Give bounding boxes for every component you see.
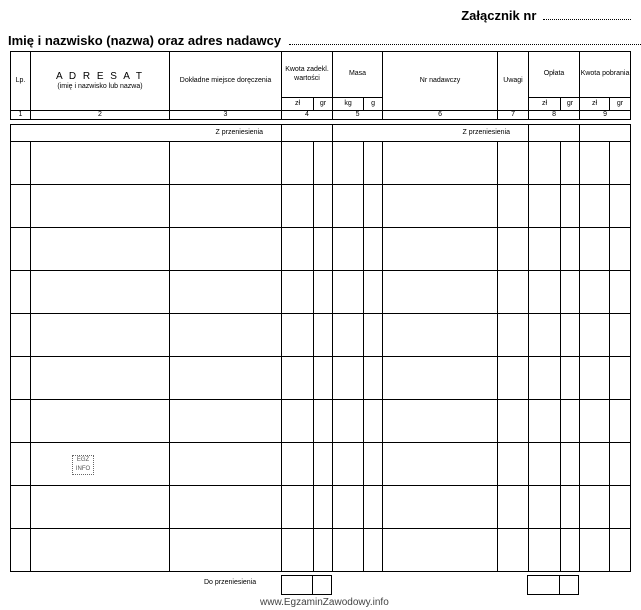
cell-nr[interactable] (383, 529, 498, 572)
cell-value-zl[interactable] (282, 443, 314, 486)
cell-cod-zl[interactable] (580, 271, 610, 314)
cell-place[interactable] (170, 185, 282, 228)
table-row (11, 529, 631, 572)
col-number-8: 8 (529, 111, 580, 120)
cell-lp[interactable] (11, 228, 31, 271)
cell-place[interactable] (170, 400, 282, 443)
unit-fee-gr: gr (561, 98, 580, 111)
cell-cod-zl[interactable] (580, 357, 610, 400)
cell-mass-kg[interactable] (333, 529, 364, 572)
cell-value-gr[interactable] (314, 271, 333, 314)
table-row (11, 271, 631, 314)
col-fee-header: Opłata (529, 52, 580, 98)
cell-adresat[interactable] (31, 314, 170, 357)
cell-remarks[interactable] (498, 185, 529, 228)
sender-field[interactable] (289, 35, 641, 45)
cell-place[interactable] (170, 271, 282, 314)
cell-nr[interactable] (383, 314, 498, 357)
cell-remarks[interactable] (498, 357, 529, 400)
cell-place[interactable] (170, 529, 282, 572)
cell-mass-g[interactable] (364, 357, 383, 400)
cell-cod-gr[interactable] (610, 443, 631, 486)
cell-mass-kg[interactable] (333, 185, 364, 228)
cell-fee-gr[interactable] (561, 271, 580, 314)
cell-fee-gr[interactable] (561, 529, 580, 572)
cell-mass-kg[interactable] (333, 228, 364, 271)
table-row (11, 185, 631, 228)
cell-adresat[interactable] (31, 529, 170, 572)
carry-out-label: Do przeniesienia (204, 579, 257, 586)
col-number-4: 4 (282, 111, 333, 120)
unit-fee-zl: zł (529, 98, 561, 111)
col-value-header: Kwota zadekl. wartości (282, 52, 333, 98)
cell-cod-gr[interactable] (610, 142, 631, 185)
cell-remarks[interactable] (498, 314, 529, 357)
cell-fee-gr[interactable] (561, 486, 580, 529)
cell-place[interactable] (170, 228, 282, 271)
carry-in-label-left: Z przeniesienia (11, 125, 282, 142)
cell-mass-g[interactable] (364, 400, 383, 443)
cell-cod-zl[interactable] (580, 486, 610, 529)
col-nr-header: Nr nadawczy (383, 52, 498, 111)
cell-nr[interactable] (383, 142, 498, 185)
carry-in-fee[interactable] (529, 125, 580, 142)
cell-adresat[interactable] (31, 142, 170, 185)
col-number-6: 6 (383, 111, 498, 120)
cell-cod-zl[interactable] (580, 443, 610, 486)
cell-fee-zl[interactable] (529, 271, 561, 314)
col-adresat-header (31, 52, 170, 111)
cell-lp[interactable] (11, 142, 31, 185)
col-number-3: 3 (170, 111, 282, 120)
cell-cod-gr[interactable] (610, 271, 631, 314)
carry-in-label-right: Z przeniesienia (333, 125, 529, 142)
cell-fee-zl[interactable] (529, 400, 561, 443)
cell-fee-zl[interactable] (529, 314, 561, 357)
cell-cod-zl[interactable] (580, 400, 610, 443)
cell-value-gr[interactable] (314, 529, 333, 572)
unit-mass-kg: kg (333, 98, 364, 111)
cell-cod-gr[interactable] (610, 357, 631, 400)
cell-cod-zl[interactable] (580, 142, 610, 185)
cell-remarks[interactable] (498, 400, 529, 443)
cell-mass-g[interactable] (364, 185, 383, 228)
cell-fee-zl[interactable] (529, 443, 561, 486)
sender-label-text: Imię i nazwisko (nazwa) oraz adres nadawcy (8, 33, 282, 48)
cell-value-zl[interactable] (282, 185, 314, 228)
cell-fee-zl[interactable] (529, 357, 561, 400)
cell-value-gr[interactable] (314, 400, 333, 443)
cell-value-gr[interactable] (314, 228, 333, 271)
cell-value-zl[interactable] (282, 271, 314, 314)
cell-nr[interactable] (383, 185, 498, 228)
unit-cod-zl: zł (580, 98, 610, 111)
cell-mass-kg[interactable] (333, 357, 364, 400)
cell-mass-kg[interactable] (333, 314, 364, 357)
cell-remarks[interactable] (498, 529, 529, 572)
cell-nr[interactable] (383, 443, 498, 486)
cell-adresat[interactable] (31, 271, 170, 314)
cell-remarks[interactable] (498, 271, 529, 314)
cell-nr[interactable] (383, 357, 498, 400)
col-remarks-header: Uwagi (498, 52, 529, 111)
table-row (11, 400, 631, 443)
stamp-icon: EGZ INFO (72, 455, 94, 475)
unit-value-zl: zł (282, 98, 314, 111)
column-numbers-row (11, 111, 631, 120)
cell-lp[interactable] (11, 185, 31, 228)
cell-nr[interactable] (383, 400, 498, 443)
cell-fee-zl[interactable] (529, 228, 561, 271)
cell-remarks[interactable] (498, 486, 529, 529)
cell-remarks[interactable] (498, 443, 529, 486)
cell-mass-g[interactable] (364, 443, 383, 486)
cell-value-gr[interactable] (314, 314, 333, 357)
cell-mass-g[interactable] (364, 486, 383, 529)
cell-fee-gr[interactable] (561, 185, 580, 228)
cell-remarks[interactable] (498, 142, 529, 185)
cell-nr[interactable] (383, 271, 498, 314)
cell-adresat[interactable] (31, 228, 170, 271)
cell-cod-gr[interactable] (610, 400, 631, 443)
unit-cod-gr: gr (610, 98, 631, 111)
cell-fee-gr[interactable] (561, 314, 580, 357)
cell-value-zl[interactable] (282, 314, 314, 357)
cell-cod-zl[interactable] (580, 529, 610, 572)
unit-value-gr: gr (314, 98, 333, 111)
cell-cod-gr[interactable] (610, 529, 631, 572)
table-row (11, 228, 631, 271)
carry-out-value-zl[interactable] (281, 575, 313, 595)
cell-cod-gr[interactable] (610, 228, 631, 271)
cell-mass-kg[interactable] (333, 271, 364, 314)
cell-value-zl[interactable] (282, 486, 314, 529)
adresat-subtitle: (imię i nazwisko lub nazwa) (57, 82, 143, 90)
cell-mass-kg[interactable] (333, 486, 364, 529)
cell-mass-kg[interactable] (333, 142, 364, 185)
attachment-number-label (461, 8, 631, 23)
cell-place[interactable] (170, 314, 282, 357)
cell-lp[interactable] (11, 357, 31, 400)
cell-mass-kg[interactable] (333, 443, 364, 486)
attachment-label-text: Załącznik nr (461, 8, 537, 23)
cell-value-gr[interactable] (314, 443, 333, 486)
cell-fee-gr[interactable] (561, 400, 580, 443)
shipment-register-table (10, 51, 631, 572)
cell-lp[interactable] (11, 400, 31, 443)
cell-lp[interactable] (11, 271, 31, 314)
cell-cod-gr[interactable] (610, 314, 631, 357)
cell-mass-g[interactable] (364, 228, 383, 271)
unit-mass-g: g (364, 98, 383, 111)
cell-fee-gr[interactable] (561, 443, 580, 486)
cell-value-zl[interactable] (282, 228, 314, 271)
header-row (11, 52, 631, 98)
col-number-5: 5 (333, 111, 383, 120)
cell-fee-gr[interactable] (561, 142, 580, 185)
col-number-9: 9 (580, 111, 631, 120)
col-mass-header: Masa (333, 52, 383, 98)
cell-value-zl[interactable] (282, 400, 314, 443)
cell-fee-zl[interactable] (529, 185, 561, 228)
cell-fee-zl[interactable] (529, 529, 561, 572)
cell-adresat[interactable] (31, 357, 170, 400)
col-lp-header: Lp. (11, 52, 31, 111)
cell-value-gr[interactable] (314, 185, 333, 228)
cell-adresat[interactable] (31, 400, 170, 443)
cell-fee-gr[interactable] (561, 357, 580, 400)
cell-value-gr[interactable] (314, 357, 333, 400)
cell-place[interactable] (170, 357, 282, 400)
cell-lp[interactable] (11, 443, 31, 486)
cell-nr[interactable] (383, 486, 498, 529)
col-place-header: Dokładne miejsce doręczenia (170, 52, 282, 111)
cell-cod-zl[interactable] (580, 314, 610, 357)
cell-nr[interactable] (383, 228, 498, 271)
cell-mass-g[interactable] (364, 314, 383, 357)
carry-out-fee-zl[interactable] (527, 575, 560, 595)
cell-fee-zl[interactable] (529, 142, 561, 185)
col-number-7: 7 (498, 111, 529, 120)
carry-in-value[interactable] (282, 125, 333, 142)
cell-value-zl[interactable] (282, 357, 314, 400)
cell-place[interactable] (170, 142, 282, 185)
cell-value-zl[interactable] (282, 142, 314, 185)
cell-value-gr[interactable] (314, 486, 333, 529)
carry-in-row (11, 125, 631, 142)
sender-line (8, 33, 641, 48)
cell-adresat[interactable] (31, 185, 170, 228)
adresat-title: A D R E S A T (55, 70, 145, 82)
cell-mass-g[interactable] (364, 271, 383, 314)
cell-fee-gr[interactable] (561, 228, 580, 271)
carry-out-fee-gr[interactable] (559, 575, 579, 595)
cell-mass-kg[interactable] (333, 400, 364, 443)
cell-lp[interactable] (11, 486, 31, 529)
cell-value-zl[interactable] (282, 529, 314, 572)
cell-mass-g[interactable] (364, 529, 383, 572)
cell-fee-zl[interactable] (529, 486, 561, 529)
cell-cod-zl[interactable] (580, 185, 610, 228)
carry-out-value-gr[interactable] (312, 575, 332, 595)
carry-in-cod[interactable] (580, 125, 631, 142)
col-number-2: 2 (31, 111, 170, 120)
cell-adresat[interactable] (31, 443, 170, 486)
table-row (11, 357, 631, 400)
cell-cod-gr[interactable] (610, 486, 631, 529)
table-row (11, 142, 631, 185)
cell-lp[interactable] (11, 529, 31, 572)
table-row (11, 314, 631, 357)
table-row (11, 443, 631, 486)
cell-adresat[interactable] (31, 486, 170, 529)
cell-cod-gr[interactable] (610, 185, 631, 228)
cell-value-gr[interactable] (314, 142, 333, 185)
col-cod-header: Kwota pobrania (580, 52, 631, 98)
watermark-text: www.EgzaminZawodowy.info (260, 597, 389, 608)
cell-cod-zl[interactable] (580, 228, 610, 271)
cell-remarks[interactable] (498, 228, 529, 271)
cell-place[interactable] (170, 486, 282, 529)
cell-place[interactable] (170, 443, 282, 486)
attachment-number-field[interactable] (543, 10, 631, 20)
col-number-1: 1 (11, 111, 31, 120)
cell-mass-g[interactable] (364, 142, 383, 185)
cell-lp[interactable] (11, 314, 31, 357)
table-row (11, 486, 631, 529)
